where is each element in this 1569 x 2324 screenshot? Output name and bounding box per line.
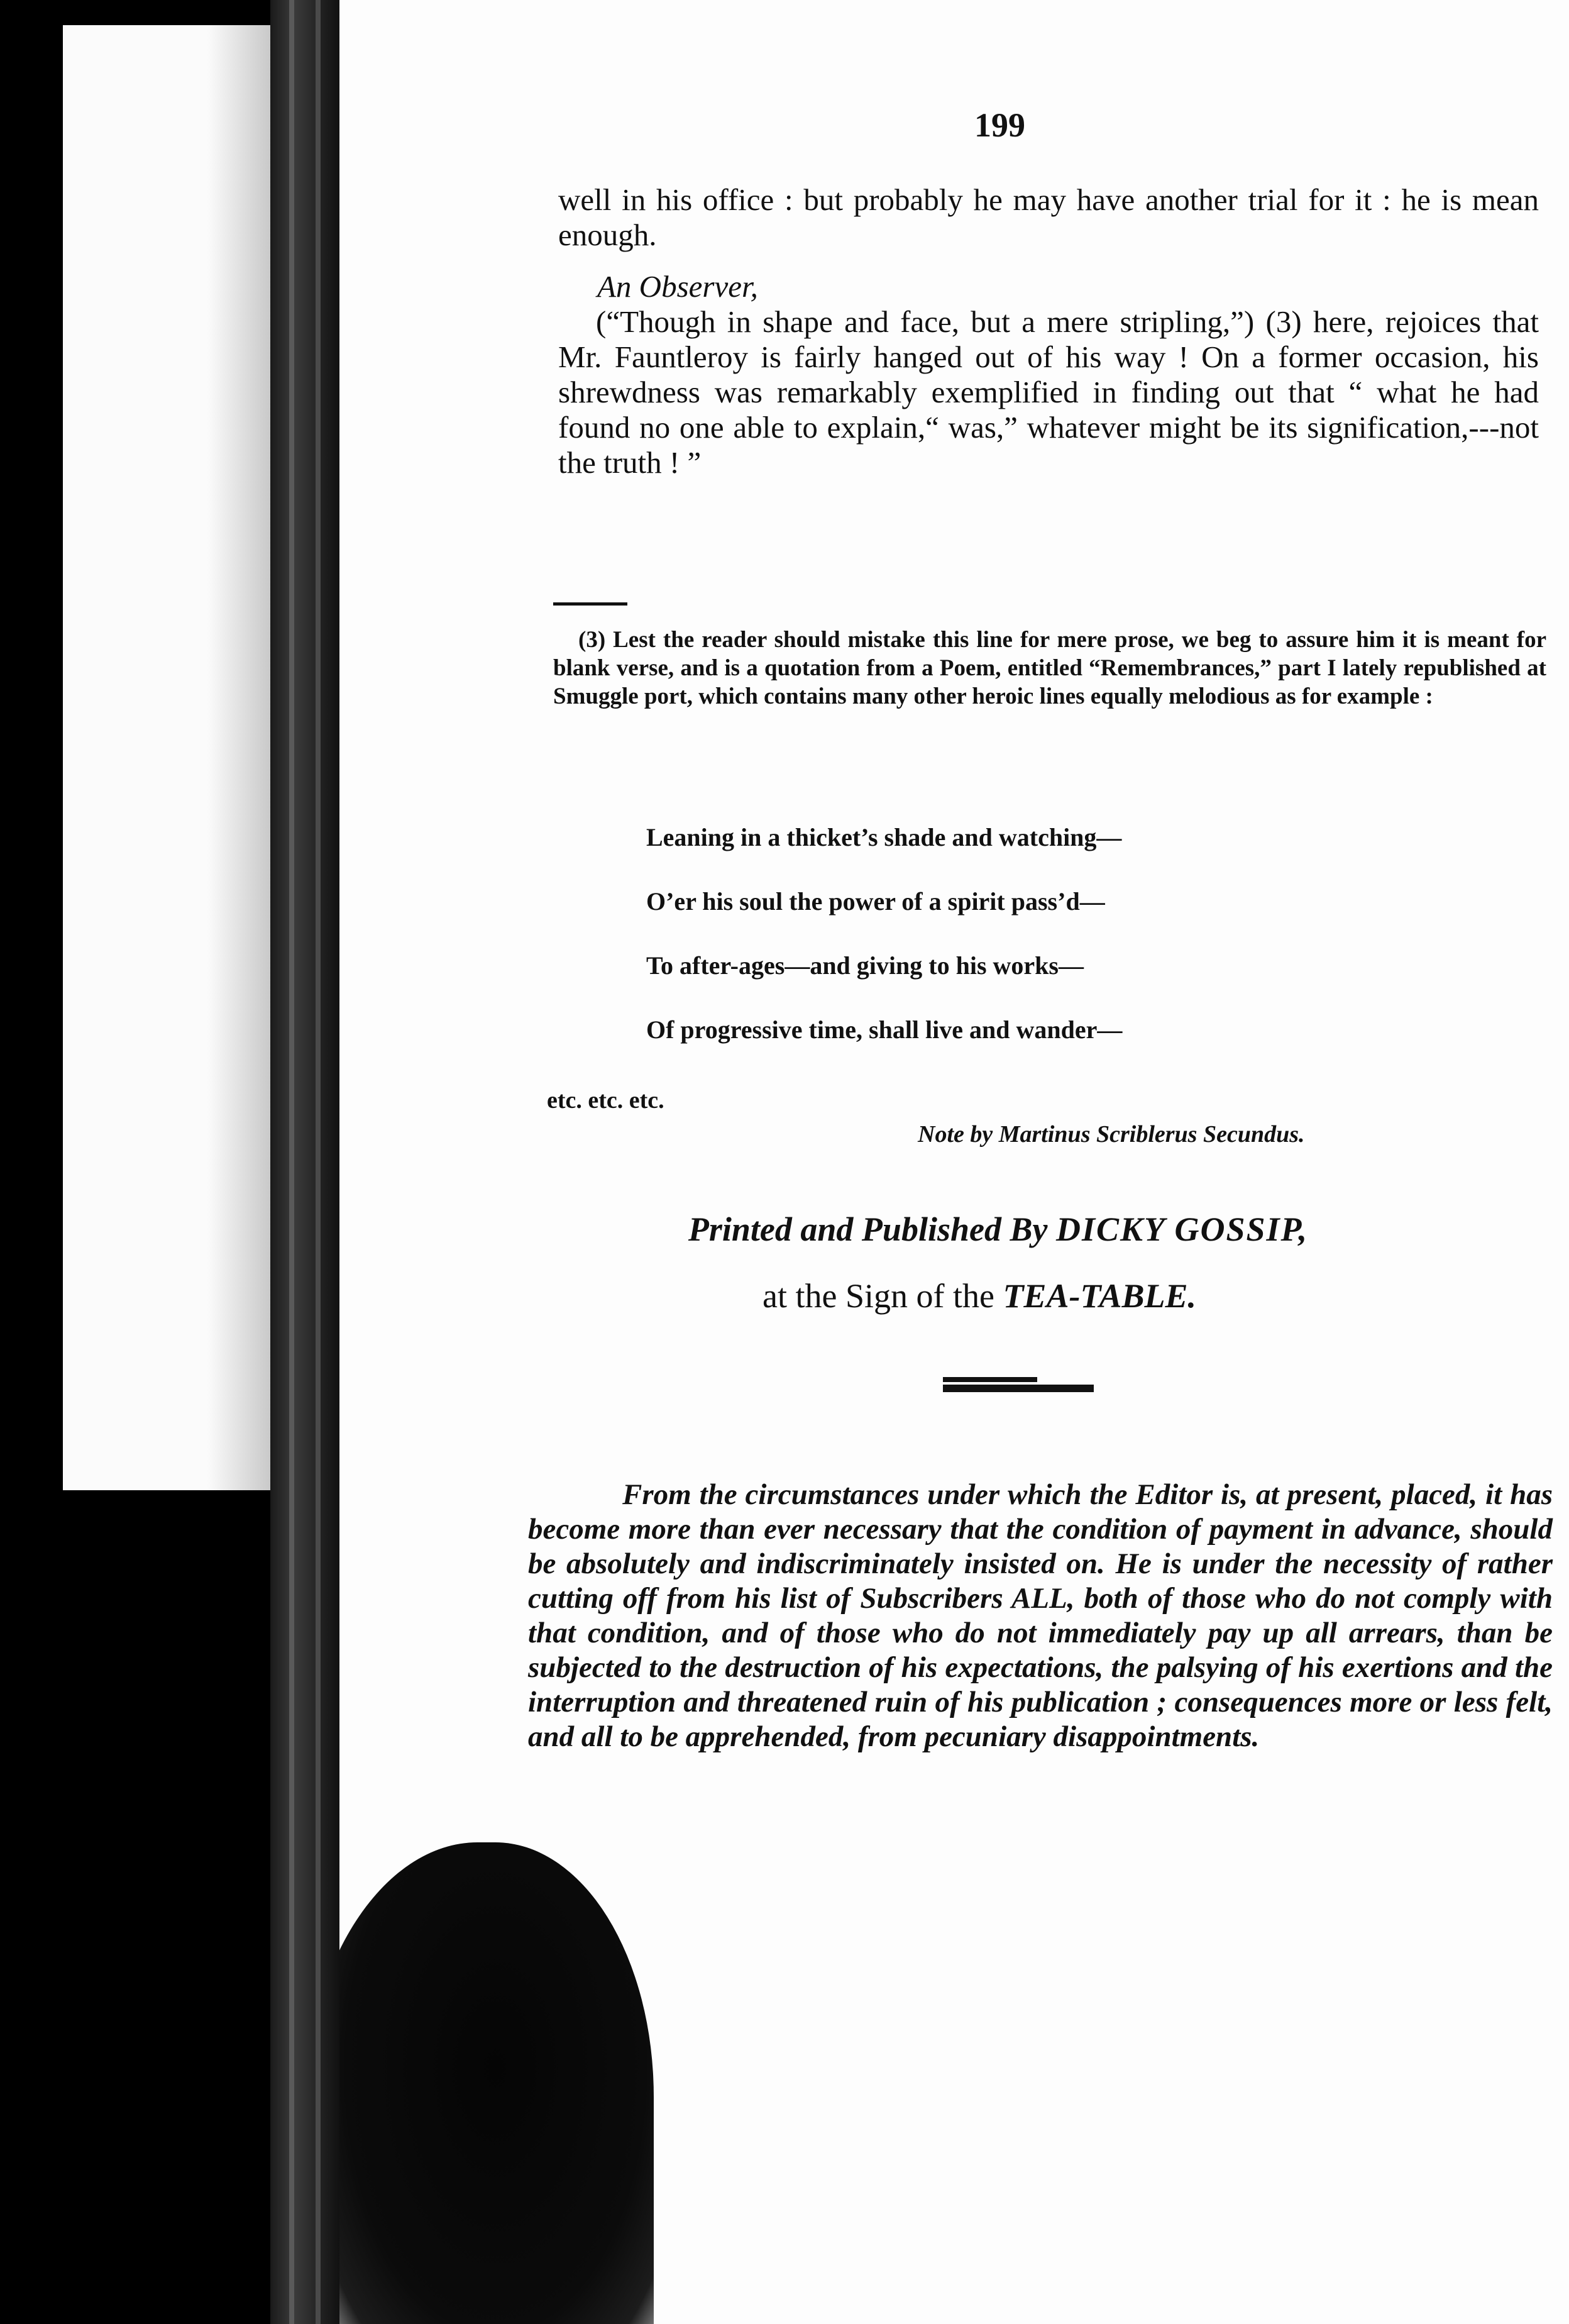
hand-shadow — [339, 1842, 654, 2324]
imprint-prefix: Printed and Published By — [688, 1210, 1048, 1248]
ornament-divider — [943, 1377, 1094, 1393]
verse-line: To after-ages—and giving to his works— — [646, 951, 1084, 980]
body-paragraph-main: (“Though in shape and face, but a mere stripling,”) (3) here, rejoices that Mr. Fauntleroy is fairly hanged out of his way ! On a former occasion, his shrewdness was remarkably exemplified in finding out that “ what he had found no one able to explain,“ was,” whatever might be its signification,---not the truth ! ” — [558, 304, 1539, 480]
editor-notice: From the circumstances under which the Editor is, at present, placed, it has become more than ever necessary that the condition of payment in advance, should be absolutely and indiscriminately insisted on. He is under the necessity of rather cutting off from his list of Subscribers ALL, both of those who do not comply with that condition, and of those who do not immediately pay up all arrears, than be subjected to the destruction of his expectations, the palsying of his exertions and the interruption and threatened ruin of his publication ; consequences more or less felt, and all to be apprehended, from pecuniary disappointments. — [528, 1478, 1553, 1753]
facing-page-shadow — [207, 25, 270, 1490]
verse-line: O’er his soul the power of a spirit pass’d— — [646, 887, 1105, 916]
etc-line: etc. etc. etc. — [547, 1087, 664, 1114]
observer-signature: An Observer, — [597, 269, 758, 304]
book-gutter — [270, 0, 339, 2324]
verse-line: Leaning in a thicket’s shade and watching— — [646, 823, 1122, 851]
note-attribution: Note by Martinus Scriblerus Secundus. — [918, 1121, 1305, 1148]
footnote-rule — [553, 602, 627, 606]
ornament-bar — [943, 1385, 1094, 1392]
body-paragraph-top: well in his office : but probably he may have another trial for it : he is mean enough. — [558, 182, 1539, 252]
publisher-name: DICKY GOSSIP, — [1055, 1210, 1309, 1248]
imprint-line-1 — [383, 1210, 1569, 1249]
imprint-sign-prefix: at the Sign of the — [762, 1277, 994, 1315]
printed-page — [339, 0, 1569, 2324]
imprint-line-2 — [365, 1276, 1569, 1315]
page-number: 199 — [974, 106, 1025, 144]
gutter-fold-line — [289, 0, 294, 2324]
imprint-sign-name: TEA-TABLE. — [1003, 1277, 1196, 1315]
gutter-fold-line — [316, 0, 321, 2324]
verse-line: Of progressive time, shall live and wander— — [646, 1015, 1123, 1044]
ornament-bar — [943, 1377, 1037, 1382]
footnote-text: (3) Lest the reader should mistake this line for mere prose, we beg to assure him it is meant for blank verse, and is a quotation from a Poem, entitled “Remembrances,” part I lately republished at Smuggle port, which contains many other heroic lines equally melodious as for example : — [553, 627, 1546, 709]
